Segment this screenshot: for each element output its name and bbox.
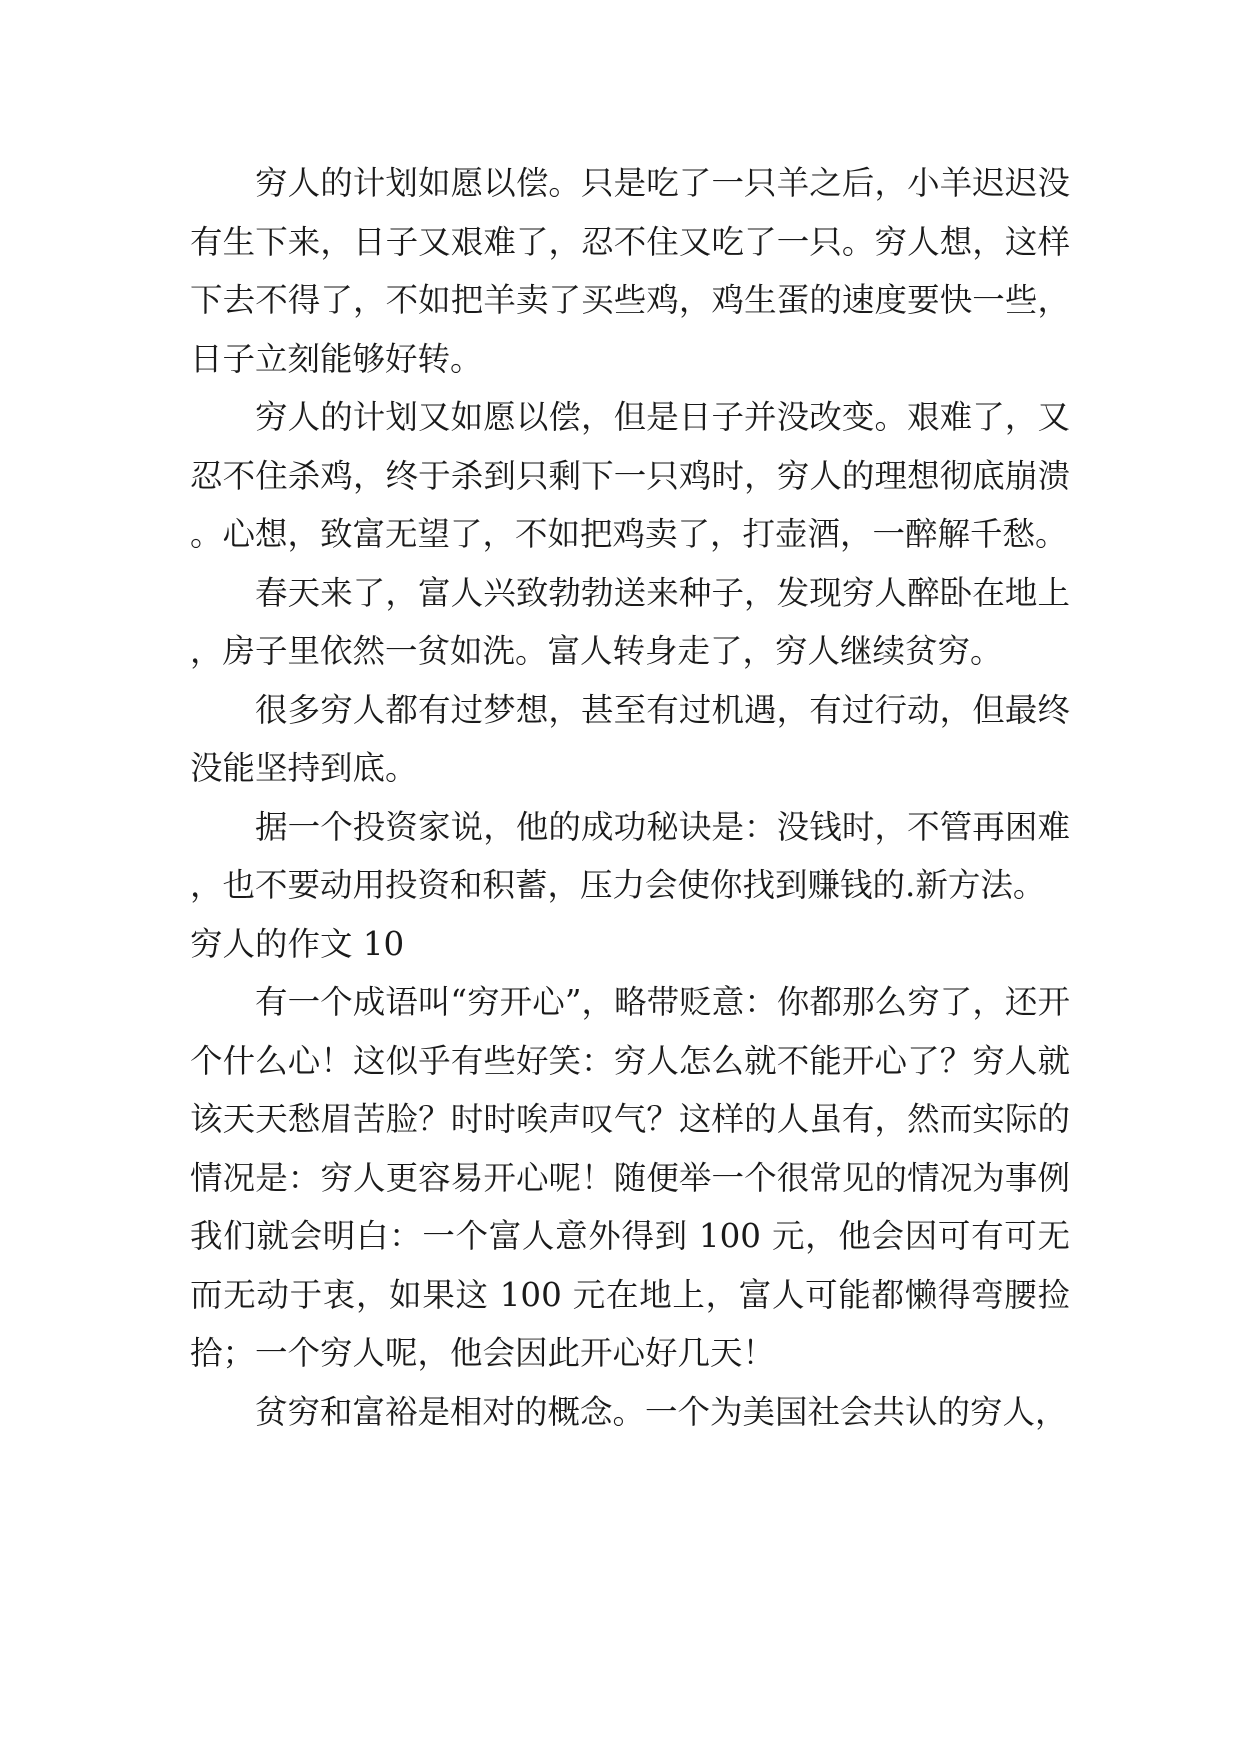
paragraph: 穷人的计划如愿以偿。只是吃了一只羊之后，小羊迟迟没有生下来，日子又艰难了，忍不住又吃了一只。穷人想，这样下去不得了，不如把羊卖了买些鸡，鸡生蛋的速度要快一些，日子立刻能够好转。 (190, 164, 1070, 378)
section-heading: 穷人的作文 10 (190, 924, 405, 963)
paragraph: 贫穷和富裕是相对的概念。一个为美国社会共认的穷人， (255, 1392, 1068, 1431)
paragraph: 穷人的计划又如愿以偿，但是日子并没改变。艰难了，又忍不住杀鸡，终于杀到只剩下一只鸡时，穷人的理想彻底崩溃。心想，致富无望了，不如把鸡卖了，打壶酒，一醉解千愁。 (190, 398, 1070, 553)
paragraph: 很多穷人都有过梦想，甚至有过机遇，有过行动，但最终没能坚持到底。 (190, 690, 1070, 787)
paragraph: 有一个成语叫“穷开心”，略带贬意：你都那么穷了，还开个什么心！这似乎有些好笑：穷人怎么就不能开心了？穷人就该天天愁眉苦脸？时时唉声叹气？这样的人虽有，然而实际的情况是：穷人更容易开心呢！随便举一个很常见的情况为事例我们就会明白：一个富人意外得到 100 元，他会因可有可无而无动于衷，如果这 100 元在地上，富人可能都懒得弯腰捡拾；一个穷人呢，他会因此开心好几天！ (190, 983, 1070, 1372)
paragraph: 春天来了，富人兴致勃勃送来种子，发现穷人醉卧在地上，房子里依然一贫如洗。富人转身走了，穷人继续贫穷。 (190, 573, 1070, 670)
document-body (190, 154, 1070, 1441)
paragraph: 据一个投资家说，他的成功秘诀是：没钱时，不管再困难，也不要动用投资和积蓄，压力会使你找到赚钱的.新方法。 (190, 807, 1070, 904)
